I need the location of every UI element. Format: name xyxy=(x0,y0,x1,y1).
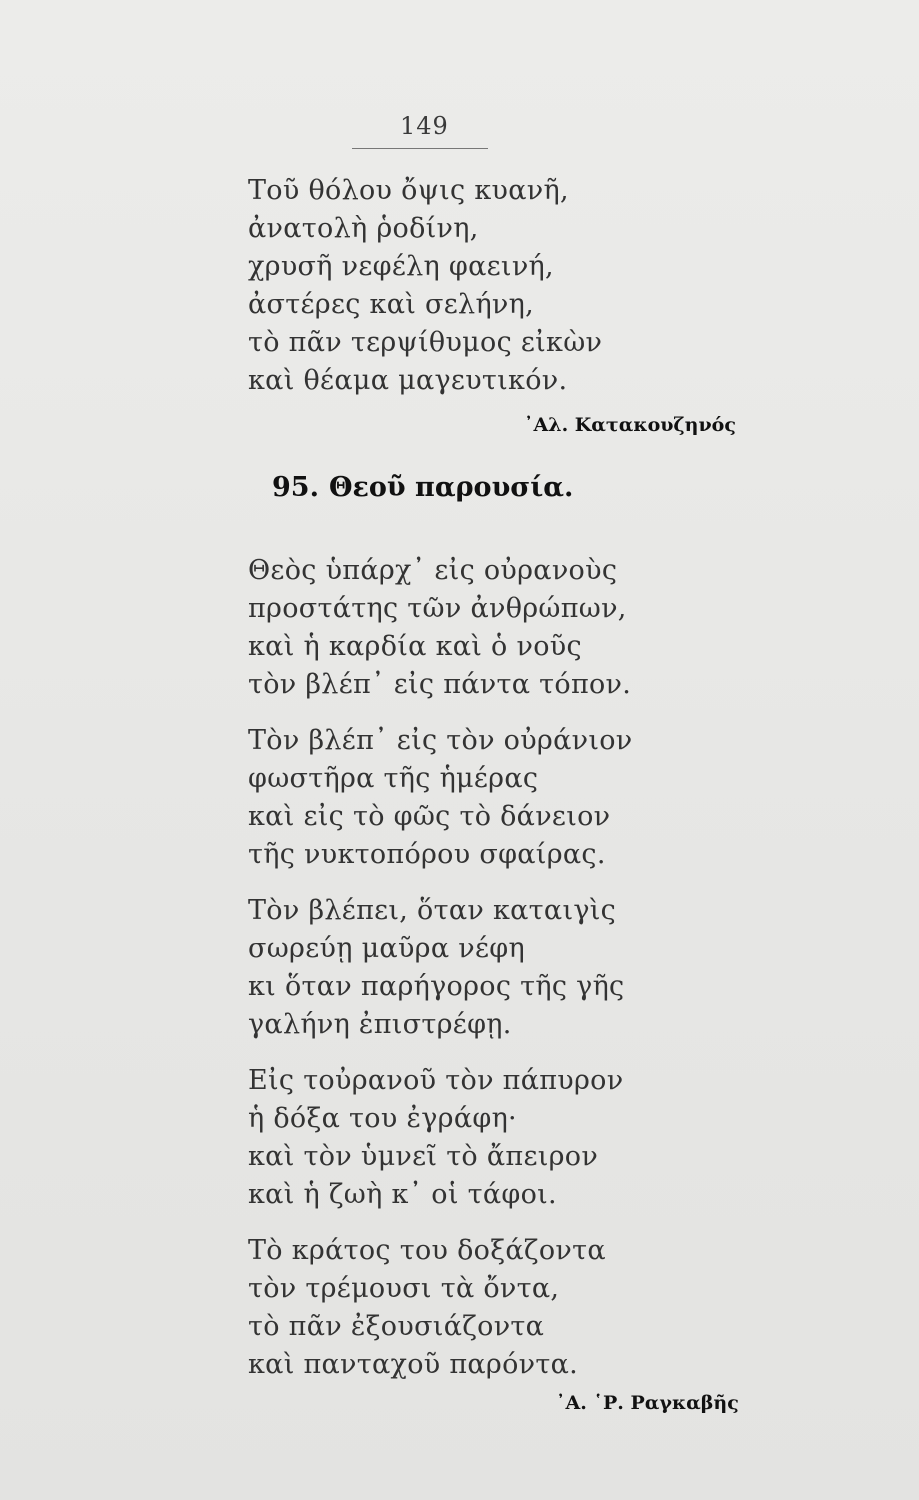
poem2-line: τὸν τρέμουσι τὰ ὄντα, xyxy=(248,1273,560,1304)
poem2-line: Τὸ κράτος του δοξάζοντα xyxy=(248,1235,606,1266)
poem1-body xyxy=(248,172,602,400)
poem2-stanza-4 xyxy=(248,1062,623,1214)
poem2-line: καὶ ἡ ζωὴ κ᾿ οἱ τάφοι. xyxy=(248,1179,557,1210)
poem1-line: ἀστέρες καὶ σελήνη, xyxy=(248,289,535,320)
poem2-line: Τὸν βλέπει, ὅταν καταιγὶς xyxy=(248,895,617,926)
poem2-line: καὶ ἡ καρδία καὶ ὁ νοῦς xyxy=(248,631,582,662)
poem2-line: Θεὸς ὑπάρχ᾿ εἰς οὐρανοὺς xyxy=(248,555,618,586)
poem2-line: προστάτης τῶν ἀνθρώπων, xyxy=(248,593,627,624)
poem1-line: καὶ θέαμα μαγευτικόν. xyxy=(248,365,568,396)
poem2-line: καὶ πανταχοῦ παρόντα. xyxy=(248,1349,579,1380)
poem2-title xyxy=(272,472,573,503)
poem2-line: τὸ πᾶν ἐξουσιάζοντα xyxy=(248,1311,545,1342)
poem2-author: ᾿Α. ῾Ρ. Ραγκαβῆς xyxy=(556,1392,739,1414)
header-rule xyxy=(352,148,488,149)
poem2-title-text: Θεοῦ παρουσία. xyxy=(328,472,574,503)
poem2-line: γαλήνη ἐπιστρέφῃ. xyxy=(248,1009,512,1040)
poem2-line: τὸν βλέπ᾿ εἰς πάντα τόπον. xyxy=(248,669,632,700)
poem1-line: χρυσῆ νεφέλη φαεινή, xyxy=(248,251,554,282)
poem1-author: ᾿Αλ. Κατακουζηνός xyxy=(524,414,736,436)
poem2-line: Εἰς τοὐρανοῦ τὸν πάπυρον xyxy=(248,1065,624,1096)
poem2-line: Τὸν βλέπ᾿ εἰς τὸν οὐράνιον xyxy=(248,725,633,756)
poem1-line: τὸ πᾶν τερψίθυμος εἰκὼν xyxy=(248,327,603,358)
poem2-line: φωστῆρα τῆς ἡμέρας xyxy=(248,763,539,794)
poem2-stanza-2 xyxy=(248,722,633,874)
poem2-stanza-1 xyxy=(248,552,631,704)
poem2-line: σωρεύῃ μαῦρα νέφη xyxy=(248,933,525,964)
poem1-line: ἀνατολὴ ῥοδίνη, xyxy=(248,213,479,244)
poem2-stanza-3 xyxy=(248,892,624,1044)
poem2-line: τῆς νυκτοπόρου σφαίρας. xyxy=(248,839,606,870)
poem2-stanza-5 xyxy=(248,1232,606,1384)
poem1-line: Τοῦ θόλου ὄψις κυανῆ, xyxy=(248,175,569,206)
poem2-number: 95. xyxy=(272,472,319,503)
poem2-line: κι ὅταν παρήγορος τῆς γῆς xyxy=(248,971,625,1002)
poem2-line: καὶ τὸν ὑμνεῖ τὸ ἄπειρον xyxy=(248,1141,599,1172)
poem2-line: ἡ δόξα του ἐγράφη· xyxy=(248,1103,517,1134)
poem2-line: καὶ εἰς τὸ φῶς τὸ δάνειον xyxy=(248,801,611,832)
page-number: 149 xyxy=(400,112,449,140)
